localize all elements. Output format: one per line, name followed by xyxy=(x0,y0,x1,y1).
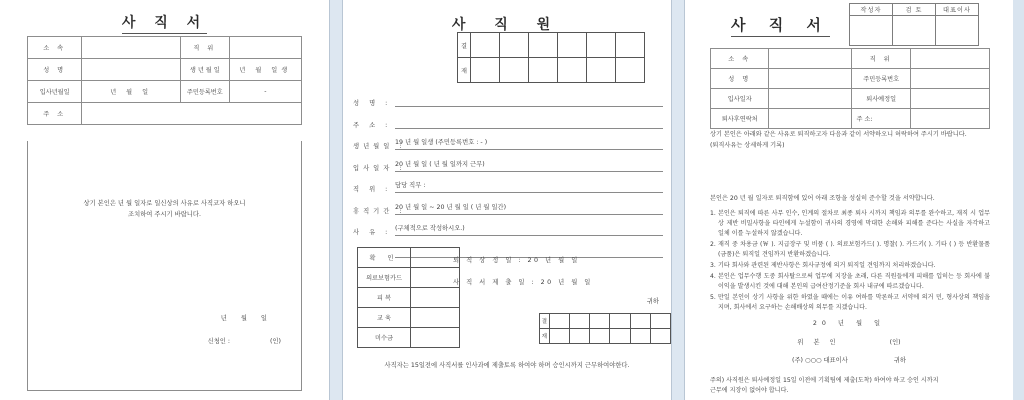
table-row xyxy=(28,103,302,125)
value-hire-date[interactable]: 년 월 일 xyxy=(82,81,181,103)
approval-cell[interactable] xyxy=(569,329,589,344)
approval-cell[interactable] xyxy=(500,58,529,83)
label-resident-number: 주민등록번호 xyxy=(852,69,910,89)
item-text: 재직 중 차용금 (￦ ). 지급장구 및 비품 ( ). 의료보험카드( ). 명찰( ). 카드키( ). 기타 ( ) 등 반환물품(금품)은 퇴직일 견임까지 반환하겠습니다. xyxy=(718,241,990,258)
page3-intro-line2: (퇴직사유는 상세하게 기록) xyxy=(710,141,785,149)
page3-intro-line1: 상기 본인은 아래와 같은 사유로 퇴직하고자 다음과 같이 서약하오니 허락하여 주시기 바랍니다. xyxy=(710,131,967,138)
approval-cell[interactable] xyxy=(471,33,500,58)
page2-approval-table-bottom xyxy=(539,313,671,344)
page3-signature-table xyxy=(849,3,979,46)
page1-title: 사 직 서 xyxy=(122,12,207,34)
value-planned-resign-date[interactable] xyxy=(910,89,989,109)
value-position[interactable] xyxy=(910,49,989,69)
list-item xyxy=(710,261,990,271)
item-text: 기타 회사와 관련된 제반사항은 회사규정에 의거 퇴직일 견임까지 처리하겠습니다. xyxy=(718,262,936,269)
approval-cell[interactable] xyxy=(569,314,589,329)
page2-dates xyxy=(453,250,593,294)
approval-tag-bottom: 재 xyxy=(458,58,471,83)
signature-cell-ceo[interactable] xyxy=(936,16,979,46)
table-row xyxy=(458,33,645,58)
approval-cell[interactable] xyxy=(630,329,650,344)
approval-cell[interactable] xyxy=(500,33,529,58)
page3-pledge-items xyxy=(710,209,990,314)
form-input-leave-period[interactable]: 20 년 월 일 ~ 20 년 월 일 ( 년 월 일간) xyxy=(395,203,663,215)
value-department[interactable] xyxy=(769,49,852,69)
page3-title: 사 직 서 xyxy=(731,14,830,37)
page1-seal-label: (인) xyxy=(270,338,281,345)
confirm-header-left: 확 인 xyxy=(358,248,411,268)
page1-applicant-label: 신청인 : xyxy=(207,338,230,345)
page2-title: 사 직 원 xyxy=(451,17,563,33)
page2-submit-date: 사 직 서 제 출 일 : 20 년 월 일 xyxy=(453,279,593,286)
label-birthdate: 생 년 월 일 xyxy=(180,59,229,81)
form-label-address: 주 소 : xyxy=(353,121,392,129)
list-item xyxy=(710,240,990,260)
approval-cell[interactable] xyxy=(610,314,630,329)
label-position: 직 위 xyxy=(180,37,229,59)
label-planned-resign-date: 퇴사예정일 xyxy=(852,89,910,109)
label-address: 주 소 xyxy=(28,103,82,125)
confirm-value-receivables[interactable] xyxy=(411,328,460,348)
value-name[interactable] xyxy=(769,69,852,89)
form-row-address xyxy=(353,118,663,129)
table-row xyxy=(850,16,979,46)
approval-tag-top: 결 xyxy=(458,33,471,58)
page3-info-table xyxy=(710,48,990,129)
document-page-1 xyxy=(0,0,330,400)
approval-cell[interactable] xyxy=(558,58,587,83)
approval-cell[interactable] xyxy=(616,33,645,58)
signature-cell-author[interactable] xyxy=(850,16,893,46)
page3-ceo-row xyxy=(685,355,1013,364)
page2-form xyxy=(353,96,663,258)
page-gutter-2 xyxy=(672,0,684,400)
approval-cell[interactable] xyxy=(590,314,610,329)
item-number: 5. xyxy=(710,294,716,301)
page2-retire-date: 퇴 직 상 정 일 : 20 년 월 일 xyxy=(453,257,580,264)
table-row xyxy=(28,59,302,81)
item-text: 본인은 업무수행 도중 회사탈으로써 업무에 지장을 초래, 다른 직원들에게 피해를 입히는 등 회사에 불이익을 발생시킨 것에 대해 본인의 급여산정기준을 회사 내규에 따르겠습니다. xyxy=(718,273,990,290)
page2-recipient: 귀하 xyxy=(646,298,659,305)
confirm-label-insurance-card: 의료보험카드 xyxy=(358,268,411,288)
page1-date-line: 년 월 일 xyxy=(220,315,273,322)
table-row xyxy=(711,89,990,109)
page3-ceo-label: (주) ○○○ 대표이사 xyxy=(791,357,848,364)
table-row xyxy=(711,49,990,69)
table-row xyxy=(540,329,671,344)
label-address: 주 소: xyxy=(852,109,910,129)
form-label-hire-date: 입사일자 : xyxy=(353,164,406,172)
approval-cell[interactable] xyxy=(610,329,630,344)
label-name: 성 명 xyxy=(28,59,82,81)
form-input-reason[interactable]: (구체적으로 작성하시오.) xyxy=(395,224,663,236)
label-hire-date: 입사일자 xyxy=(711,89,769,109)
form-row-reason xyxy=(353,225,663,236)
value-name[interactable] xyxy=(82,59,181,81)
value-address[interactable] xyxy=(82,103,302,125)
signature-cell-review[interactable] xyxy=(893,16,936,46)
approval-cell[interactable] xyxy=(471,58,500,83)
approval-cell[interactable] xyxy=(587,58,616,83)
page1-statement-line1: 상기 본인은 년 월 일자로 일신상의 사유로 사직코자 하오니 xyxy=(83,200,246,207)
confirm-value-education[interactable] xyxy=(411,308,460,328)
approval-tag-top: 결 xyxy=(540,314,550,329)
approval-cell[interactable] xyxy=(616,58,645,83)
page3-caution-line1: 주의) 사직원은 퇴사예정일 15일 이전에 기획팀에 제출(도착) 하여야 하고 승인 시까지 xyxy=(710,377,939,384)
page3-self-row xyxy=(685,337,1013,346)
page1-statement xyxy=(28,198,301,220)
label-name: 성 명 xyxy=(711,69,769,89)
page1-title-wrap xyxy=(0,12,329,34)
form-label-reason: 사 유 : xyxy=(353,229,392,236)
approval-cell[interactable] xyxy=(590,329,610,344)
form-label-name: 성 명 : xyxy=(353,100,392,107)
table-row xyxy=(358,288,460,308)
label-position: 직 위 xyxy=(852,49,910,69)
signature-header-review: 검 토 xyxy=(893,4,936,16)
table-row xyxy=(28,81,302,103)
value-resident-number[interactable] xyxy=(910,69,989,89)
page3-self-seal: (인) xyxy=(889,339,901,346)
page2-approval-table-top xyxy=(457,32,645,83)
table-row xyxy=(850,4,979,16)
page3-pledge: 본인은 20 년 월 일자로 퇴직함에 있어 아래 조항을 성실히 준수할 것을 서약합니다. xyxy=(710,195,935,202)
table-row xyxy=(28,37,302,59)
table-row xyxy=(358,268,460,288)
confirm-label-uniform: 피 복 xyxy=(358,288,411,308)
approval-cell[interactable] xyxy=(650,329,670,344)
value-birthdate[interactable]: 년 월 일생 xyxy=(229,59,301,81)
page1-info-table xyxy=(27,36,302,125)
value-address[interactable] xyxy=(910,109,989,129)
table-row xyxy=(458,58,645,83)
item-text: 만일 본인이 상기 사항을 위한 하였을 때에는 이유 여하를 막론하고 서약에 의거 민, 형사상의 책임을 지며, 회사에서 요구하는 손해배상의 의무를 지겠습니다. xyxy=(718,294,990,311)
form-row-position xyxy=(353,182,663,193)
table-row xyxy=(358,248,460,268)
approval-cell[interactable] xyxy=(529,58,558,83)
page-gutter-1 xyxy=(330,0,342,400)
item-number: 3. xyxy=(710,262,716,269)
document-page-3 xyxy=(684,0,1013,400)
page3-caution xyxy=(710,376,939,396)
list-item xyxy=(710,293,990,313)
page3-date-line: 20 년 월 일 xyxy=(812,320,886,327)
list-item xyxy=(710,272,990,292)
approval-cell[interactable] xyxy=(549,329,569,344)
form-input-address[interactable] xyxy=(395,117,663,129)
form-row-hire-date xyxy=(353,161,663,172)
page1-signature-row xyxy=(208,336,281,345)
approval-cell[interactable] xyxy=(529,33,558,58)
label-hire-date: 입사년월일 xyxy=(28,81,82,103)
signature-header-author: 작성자 xyxy=(850,4,893,16)
form-label-leave-period: 휴직기간 : xyxy=(353,207,406,215)
form-label-birthdate: 생년월일 : xyxy=(353,143,406,150)
table-row xyxy=(540,314,671,329)
label-contact-after-resign: 퇴사후연락처 xyxy=(711,109,769,129)
table-row xyxy=(711,109,990,129)
form-input-position[interactable]: 담당 직무 : xyxy=(395,181,663,193)
label-department: 소 속 xyxy=(28,37,82,59)
page2-footer-note: 사직자는 15일전에 사직서를 인사과에 제출토록 하여야 하며 승인시까지 근무하여야한다. xyxy=(384,362,630,369)
form-input-hire-date[interactable]: 20 년 월 일 ( 년 월 일까지 근무) xyxy=(395,160,663,172)
form-input-birthdate[interactable]: 19 년 월 일생 (주민등록번호 : - ) xyxy=(395,138,663,150)
label-department: 소 속 xyxy=(711,49,769,69)
page3-intro xyxy=(710,130,967,151)
form-input-name[interactable] xyxy=(395,95,663,107)
label-resident-number: 주민등록번호 xyxy=(180,81,229,103)
page3-ceo-recipient: 귀하 xyxy=(893,357,906,364)
table-row xyxy=(358,328,460,348)
approval-cell[interactable] xyxy=(630,314,650,329)
approval-cell[interactable] xyxy=(587,33,616,58)
form-row-birthdate xyxy=(353,139,663,150)
confirm-label-receivables: 미수금 xyxy=(358,328,411,348)
item-text: 본인은 퇴직에 따른 사무 인수, 인계의 절차로 최종 퇴사 시까지 책임과 의무를 완수하고, 재직 시 업무상 제반 비밀사항을 타인에게 누설함이 귀사의 경영에 막대한 손해와 피해를 준다는 사실을 자각하고 일체 이를 누설하지 않겠습니다. xyxy=(718,210,990,237)
item-number: 4. xyxy=(710,273,716,280)
value-resident-number[interactable]: - xyxy=(229,81,301,103)
signature-header-ceo: 대표이사 xyxy=(936,4,979,16)
approval-cell[interactable] xyxy=(558,33,587,58)
approval-cell[interactable] xyxy=(549,314,569,329)
form-row-leave-period xyxy=(353,204,663,215)
table-row xyxy=(711,69,990,89)
page1-body-box xyxy=(27,141,302,391)
document-page-2 xyxy=(342,0,672,400)
form-label-position: 직 위 : xyxy=(353,186,392,193)
page2-confirm-table xyxy=(357,247,460,348)
value-department[interactable] xyxy=(82,37,181,59)
table-row xyxy=(358,308,460,328)
approval-cell[interactable] xyxy=(650,314,670,329)
value-hire-date[interactable] xyxy=(769,89,852,109)
page3-caution-line2: 근무에 지장이 없어야 합니다. xyxy=(710,387,789,394)
confirm-label-education: 교 육 xyxy=(358,308,411,328)
page3-self-label: 위 본 인 xyxy=(797,339,840,346)
list-item xyxy=(710,209,990,239)
item-number: 1. xyxy=(710,210,716,217)
item-number: 2. xyxy=(710,241,716,248)
form-row-name xyxy=(353,96,663,107)
page1-statement-line2: 조치하여 주시기 바랍니다. xyxy=(128,211,201,218)
value-position[interactable] xyxy=(229,37,301,59)
approval-tag-bottom: 재 xyxy=(540,329,550,344)
value-contact-after-resign[interactable] xyxy=(769,109,852,129)
